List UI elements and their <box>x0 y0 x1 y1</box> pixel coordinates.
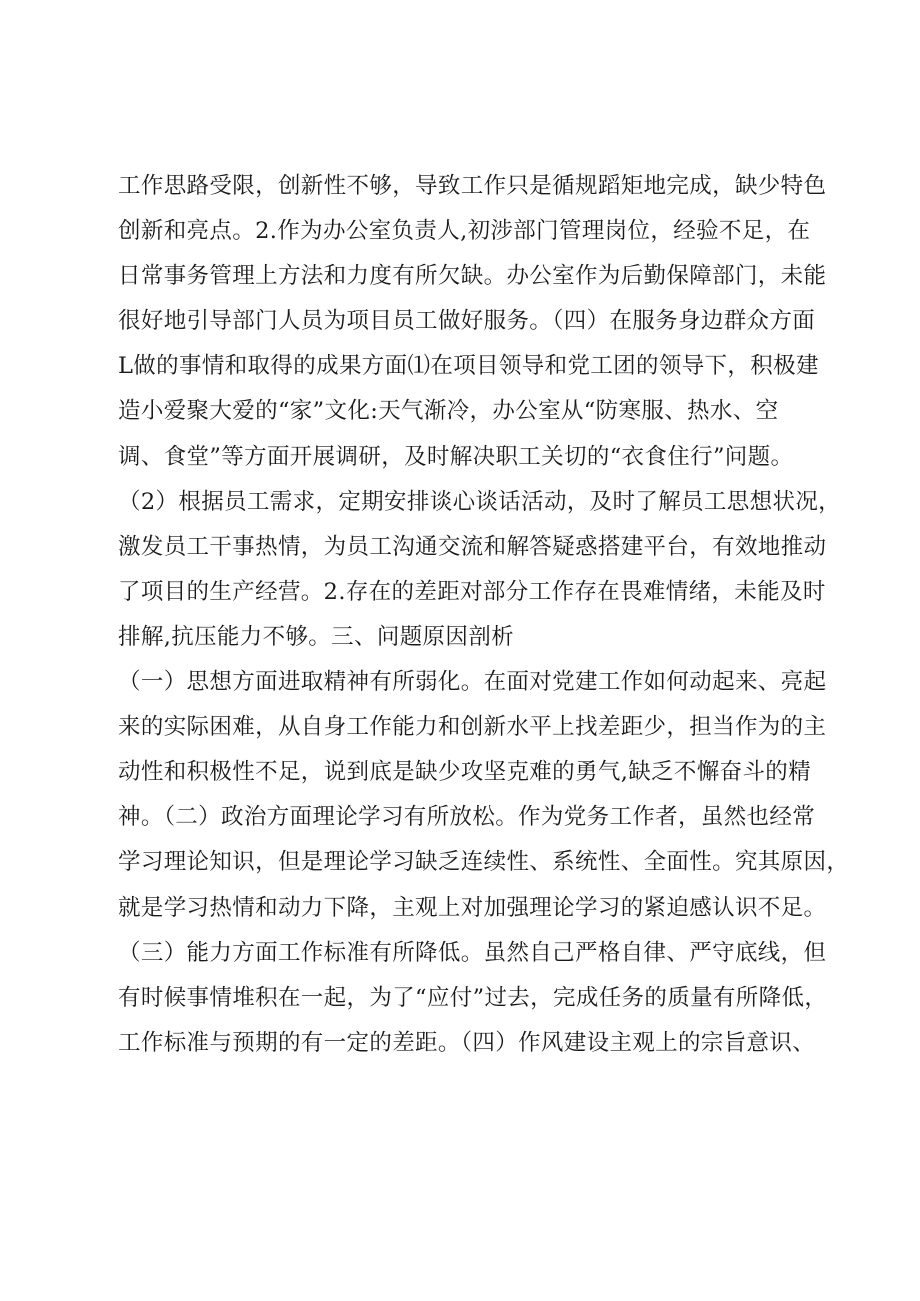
text-line: （三）能力方面工作标准有所降低。虽然自己严格自律、严守底线，但 <box>118 939 827 966</box>
text-line: 工作思路受限，创新性不够，导致工作只是循规蹈矩地完成，缺少特色 <box>118 173 827 199</box>
text-line: L做的事情和取得的成果方面⑴在项目领导和党工团的领导下，积极建 <box>118 353 819 380</box>
text-line: 调、食堂”等方面开展调研，及时解决职工关切的“衣食住行”问题。 <box>118 443 794 470</box>
text-line: 了项目的生产经营。2.存在的差距对部分工作存在畏难情绪，未能及时 <box>118 578 826 605</box>
text-line: 就是学习热情和动力下降，主观上对加强理论学习的紧迫感认识不足。 <box>118 894 827 921</box>
text-line: 有时候事情堆积在一起，为了“应付”过去，完成任务的质量有所降低， <box>118 984 828 1011</box>
text-line: （2）根据员工需求，定期安排谈心谈话活动，及时了解员工思想状况， <box>118 488 842 515</box>
text-line: 工作标准与预期的有一定的差距。（四）作风建设主观上的宗旨意识、 <box>118 1029 816 1056</box>
text-line: 神。（二）政治方面理论学习有所放松。作为党务工作者，虽然也经常 <box>118 804 816 831</box>
document-body <box>118 164 858 1066</box>
text-line: （一）思想方面进取精神有所弱化。在面对党建工作如何动起来、亮起 <box>118 669 827 696</box>
text-line: 创新和亮点。2.作为办公室负责人,初涉部门管理岗位，经验不足，在 <box>118 218 811 245</box>
text-line: 学习理论知识，但是理论学习缺乏连续性、系统性、全面性。究其原因， <box>118 849 850 876</box>
text-line: 造小爱聚大爱的“家”文化:天气渐冷，办公室从“防寒服、热水、空 <box>118 398 779 425</box>
text-line: 日常事务管理上方法和力度有所欠缺。办公室作为后勤保障部门，未能 <box>118 263 827 290</box>
text-line: 很好地引导部门人员为项目员工做好服务。（四）在服务身边群众方面 <box>118 308 816 335</box>
text-line: 动性和积极性不足，说到底是缺少攻坚克难的勇气,缺乏不懈奋斗的精 <box>118 759 812 786</box>
text-line: 排解,抗压能力不够。三、问题原因剖析 <box>118 623 514 650</box>
text-line: 激发员工干事热情，为员工沟通交流和解答疑惑搭建平台，有效地推动 <box>118 533 827 560</box>
text-line: 来的实际困难，从自身工作能力和创新水平上找差距少，担当作为的主 <box>118 714 827 741</box>
